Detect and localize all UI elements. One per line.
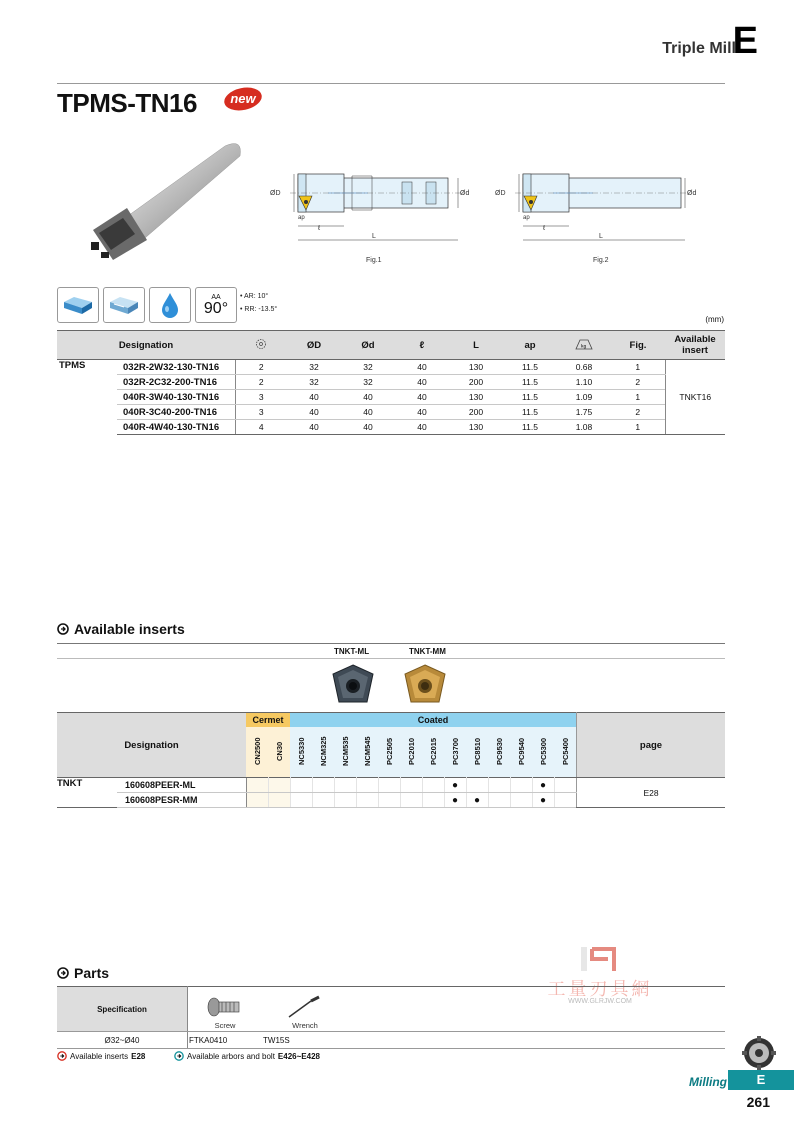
spec-row (57, 375, 725, 390)
watermark-cn: 工量刃具網 (547, 979, 653, 999)
wrench-icon (287, 995, 323, 1019)
grade-label: PC5300 (538, 737, 548, 765)
fig2-dim-d: Ød (687, 190, 697, 197)
col-l: ℓ (395, 331, 449, 360)
grade-label: NCM535 (340, 736, 350, 766)
spec-ap: 11.5 (503, 360, 557, 375)
grade-label: PC2010 (406, 737, 416, 765)
weight-icon (575, 338, 593, 350)
grade-label: PC9530 (494, 737, 504, 765)
grade-mark (290, 778, 312, 793)
fig2-caption: Fig.2 (593, 257, 609, 264)
unit-label: (mm) (705, 315, 724, 324)
spec-fig: 1 (611, 360, 665, 375)
watermark-logo-icon (578, 945, 622, 975)
footer-letter-tab: E (728, 1070, 794, 1090)
new-badge-label: new (230, 91, 256, 106)
cermet-header: Cermet (246, 713, 290, 728)
spec-L: 130 (449, 360, 503, 375)
axial-rake: • AR: 10° (240, 293, 269, 300)
new-badge (221, 84, 265, 114)
spec-ap: 11.5 (503, 405, 557, 420)
inserts-rule (57, 658, 725, 659)
spec-L: 130 (449, 390, 503, 405)
fig2-dim-l: ℓ (543, 225, 546, 232)
grade-mark (268, 778, 290, 793)
spec-kg: 1.08 (557, 420, 611, 435)
grade-label: NC5330 (296, 737, 306, 765)
grade-mark: ● (444, 778, 466, 793)
spec-l: 40 (395, 375, 449, 390)
grade-header (422, 727, 444, 778)
grade-mark (422, 778, 444, 793)
spec-z: 3 (235, 390, 287, 405)
teeth-icon (255, 338, 267, 350)
section-arrow-icon (57, 967, 69, 979)
grade-mark (356, 778, 378, 793)
spec-z: 4 (235, 420, 287, 435)
footnote-arrow-icon (174, 1051, 184, 1061)
page-number: 261 (746, 1094, 770, 1110)
grade-mark: ● (466, 793, 488, 808)
insert-name-ml: TNKT-ML (334, 647, 370, 656)
grade-mark (554, 778, 577, 793)
grade-label: PC5400 (560, 737, 570, 765)
grade-label: PC3700 (450, 737, 460, 765)
drawing-fig1 (268, 162, 482, 267)
grade-mark (554, 793, 577, 808)
fig1-dim-ap: ap (298, 215, 305, 221)
col-L: L (449, 331, 503, 360)
footer-section: Milling (689, 1075, 727, 1089)
spec-kg: 1.10 (557, 375, 611, 390)
svg-text:kg: kg (581, 343, 587, 348)
spec-l: 40 (395, 420, 449, 435)
footnote-arbors (174, 1051, 320, 1061)
spec-z: 2 (235, 375, 287, 390)
grade-label: PC2505 (384, 737, 394, 765)
spec-kg: 1.09 (557, 390, 611, 405)
grade-label: PC8510 (472, 737, 482, 765)
grade-header (554, 727, 577, 778)
grade-label: PC9540 (516, 737, 526, 765)
grade-label: NCM545 (362, 736, 372, 766)
available-inserts-title: Available inserts (74, 621, 185, 637)
spec-fig: 2 (611, 375, 665, 390)
fig1-caption: Fig.1 (366, 257, 382, 264)
grade-group: TNKT (57, 778, 117, 808)
spec-ap: 11.5 (503, 420, 557, 435)
insert-mm-image (401, 662, 449, 708)
approach-angle-box (195, 287, 237, 323)
grade-header (246, 727, 268, 778)
spec-kg: 0.68 (557, 360, 611, 375)
spec-designation: 040R-3W40-130-TN16 (117, 390, 235, 405)
parts-title: Parts (74, 965, 110, 981)
spec-designation: 032R-2C32-200-TN16 (117, 375, 235, 390)
col-d: Ød (341, 331, 395, 360)
screw-label: Screw (214, 1021, 236, 1030)
grade-mark (510, 793, 532, 808)
grade-header (312, 727, 334, 778)
steel-block-icon (57, 287, 99, 323)
grade-mark: ● (532, 793, 554, 808)
spec-d: 40 (341, 405, 395, 420)
spec-row (57, 420, 725, 435)
grade-mark (334, 793, 356, 808)
spec-d: 40 (341, 390, 395, 405)
grade-mark: ● (532, 778, 554, 793)
insert-ml-image (329, 662, 377, 708)
grade-mark (488, 793, 510, 808)
grade-col-page: page (577, 713, 726, 778)
grade-header (356, 727, 378, 778)
approach-angle-value: 90° (203, 300, 229, 317)
spec-kg: 1.75 (557, 405, 611, 420)
coated-header: Coated (290, 713, 577, 728)
grade-mark (312, 778, 334, 793)
spec-L: 200 (449, 405, 503, 420)
coolant-drop-icon (149, 287, 191, 323)
spec-table (57, 330, 725, 435)
screw-cell (188, 987, 263, 1032)
parts-spec-label: Specification (57, 987, 188, 1032)
grade-label: CN2500 (252, 737, 262, 765)
product-title: TPMS-TN16 (57, 88, 197, 118)
grade-header (334, 727, 356, 778)
section-title: Triple Mill (662, 40, 736, 57)
grade-mark (422, 793, 444, 808)
grade-label: CN30 (274, 741, 284, 761)
spec-D: 32 (287, 360, 341, 375)
drawing-fig2 (493, 162, 707, 267)
footnote-inserts (57, 1051, 145, 1061)
fig1-dim-L: L (372, 233, 376, 240)
grade-label: PC2015 (428, 737, 438, 765)
spec-row (57, 405, 725, 420)
grade-mark (334, 778, 356, 793)
radial-rake: • RR: -13.5° (240, 306, 278, 313)
grade-table (57, 712, 725, 808)
fig2-dim-ap: ap (523, 215, 530, 221)
grade-header (400, 727, 422, 778)
available-inserts-heading (57, 621, 185, 637)
col-ap: ap (503, 331, 557, 360)
fig1-dim-d: Ød (460, 190, 470, 197)
parts-table (57, 986, 725, 1049)
footnote-arrow-icon (57, 1051, 67, 1061)
insert-name-mm: TNKT-MM (409, 647, 446, 656)
spec-D: 40 (287, 390, 341, 405)
spec-group: TPMS (59, 360, 86, 371)
spec-ap: 11.5 (503, 390, 557, 405)
parts-range: Ø32~Ø40 (57, 1032, 188, 1049)
col-teeth (235, 331, 287, 360)
spec-d: 32 (341, 360, 395, 375)
grade-mark (466, 778, 488, 793)
grade-header (488, 727, 510, 778)
grade-mark (290, 793, 312, 808)
footnote-arbors-label: Available arbors and bolt (187, 1051, 275, 1061)
tool-photo (85, 138, 245, 263)
grade-header (444, 727, 466, 778)
col-weight (557, 331, 611, 360)
grade-header (532, 727, 554, 778)
wrench-label: Wrench (292, 1021, 318, 1030)
wrench-cell (262, 987, 348, 1032)
grade-mark (268, 793, 290, 808)
footnote-inserts-ref[interactable]: E28 (131, 1051, 146, 1061)
grade-header (268, 727, 290, 778)
grade-mark (378, 778, 400, 793)
grade-col-designation: Designation (57, 713, 246, 778)
grade-mark (312, 793, 334, 808)
spec-z: 2 (235, 360, 287, 375)
spec-designation: 040R-4W40-130-TN16 (117, 420, 235, 435)
spec-l: 40 (395, 390, 449, 405)
grade-mark (378, 793, 400, 808)
spec-designation: 040R-3C40-200-TN16 (117, 405, 235, 420)
spec-l: 40 (395, 405, 449, 420)
grade-mark (488, 778, 510, 793)
grade-header (466, 727, 488, 778)
spec-d: 32 (341, 375, 395, 390)
grade-mark: ● (444, 793, 466, 808)
footnote-arbors-ref[interactable]: E426~E428 (277, 1051, 320, 1061)
spec-L: 200 (449, 375, 503, 390)
grade-mark (246, 793, 268, 808)
col-D: ØD (287, 331, 341, 360)
grade-label: NCM325 (318, 736, 328, 766)
inserts-rule-top (57, 643, 725, 644)
spec-D: 32 (287, 375, 341, 390)
parts-heading (57, 965, 109, 981)
spec-ap: 11.5 (503, 375, 557, 390)
fig2-dim-L: L (599, 233, 603, 240)
spec-row (57, 360, 725, 375)
grade-designation: 160608PEER-ML (117, 778, 246, 793)
spec-d: 40 (341, 420, 395, 435)
wrench-code: TW15S (262, 1032, 348, 1049)
spec-D: 40 (287, 405, 341, 420)
spec-fig: 1 (611, 390, 665, 405)
grade-header (510, 727, 532, 778)
col-insert: Available insert (665, 331, 725, 360)
grade-mark (400, 793, 422, 808)
grade-mark (510, 778, 532, 793)
grade-mark (246, 778, 268, 793)
footnote-inserts-label: Available inserts (70, 1051, 129, 1061)
grade-designation: 160608PESR-MM (117, 793, 246, 808)
spec-l: 40 (395, 360, 449, 375)
section-letter: E (732, 20, 758, 62)
grade-header (290, 727, 312, 778)
fig1-dim-l: ℓ (318, 225, 321, 232)
milling-cutter-icon (742, 1036, 776, 1070)
fig1-dim-D: ØD (270, 190, 281, 197)
spec-fig: 2 (611, 405, 665, 420)
spec-insert: TNKT16 (665, 360, 725, 435)
spec-row (57, 390, 725, 405)
grade-header (378, 727, 400, 778)
col-fig: Fig. (611, 331, 665, 360)
approach-angle-label: AA (211, 294, 221, 301)
screw-code: FTKA0410 (188, 1032, 263, 1049)
header-divider (57, 83, 725, 84)
grade-row (57, 778, 725, 793)
watermark-url: WWW.GLRJW.COM (568, 998, 632, 1005)
spec-fig: 1 (611, 420, 665, 435)
grade-mark (356, 793, 378, 808)
col-designation: Designation (57, 331, 235, 360)
section-arrow-icon (57, 623, 69, 635)
spec-D: 40 (287, 420, 341, 435)
screw-icon (207, 995, 243, 1019)
spec-z: 3 (235, 405, 287, 420)
spec-L: 130 (449, 420, 503, 435)
fig2-dim-D: ØD (495, 190, 506, 197)
spec-designation: 032R-2W32-130-TN16 (117, 360, 235, 375)
grade-page[interactable]: E28 (577, 778, 726, 808)
stainless-block-icon (103, 287, 145, 323)
grade-mark (400, 778, 422, 793)
